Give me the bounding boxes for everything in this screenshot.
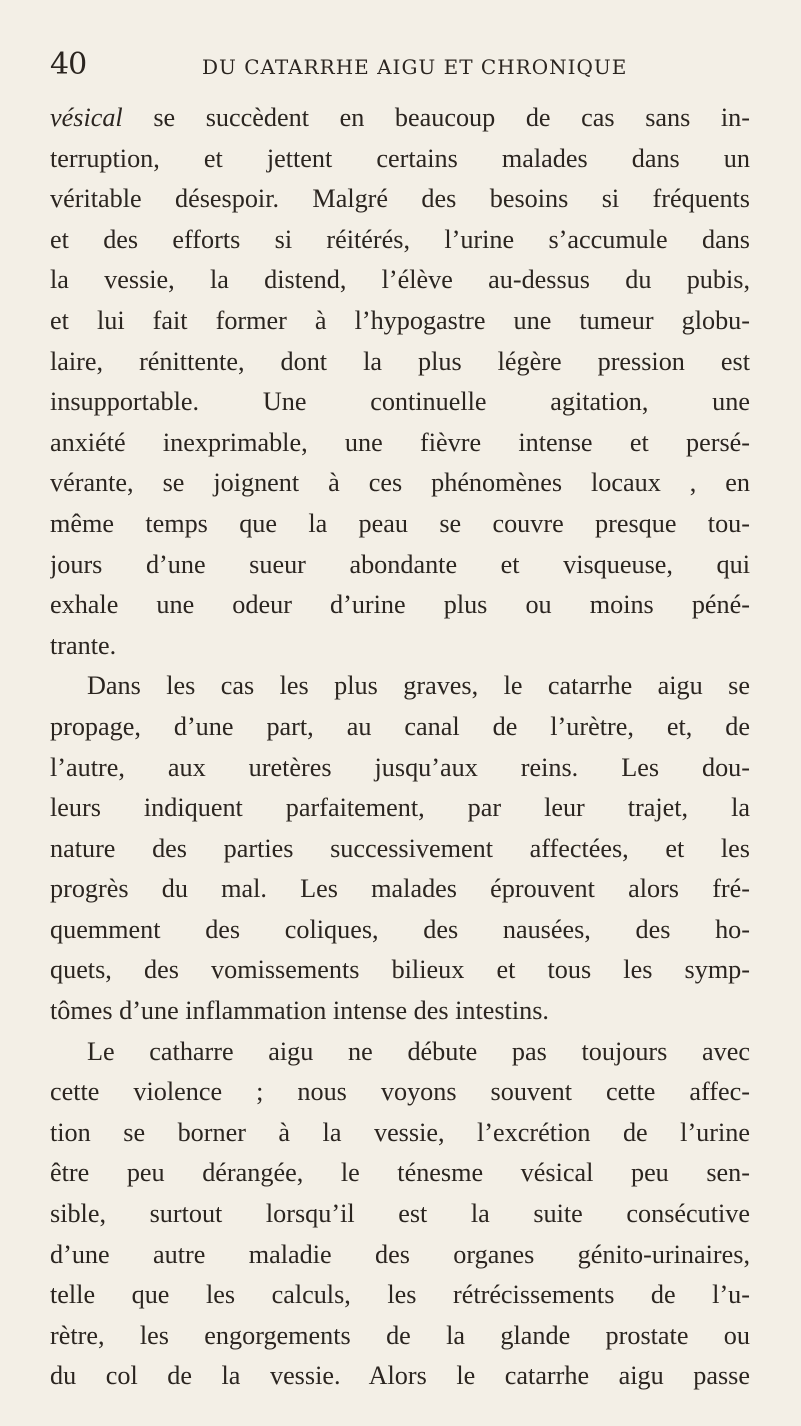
text-line: quemment des coliques, des nausées, des ho- bbox=[50, 914, 750, 944]
text-line: quets, des vomissements bilieux et tous les symp- bbox=[50, 955, 750, 985]
text-line: cette violence ; nous voyons souvent cette affec- bbox=[50, 1077, 750, 1107]
text-line: la vessie, la distend, l’élève au-dessus du pubis, bbox=[50, 265, 750, 295]
text-line: l’autre, aux uretères jusqu’aux reins. Les dou- bbox=[50, 752, 750, 782]
text-line: nature des parties successivement affectées, et les bbox=[50, 833, 750, 863]
text-line: exhale une odeur d’urine plus ou moins péné- bbox=[50, 590, 750, 620]
text-line: et des efforts si réitérés, l’urine s’accumule dans bbox=[50, 224, 750, 254]
text-line: tion se borner à la vessie, l’excrétion de l’urine bbox=[50, 1117, 750, 1147]
text-line: rètre, les engorgements de la glande prostate ou bbox=[50, 1320, 750, 1350]
text-line: telle que les calculs, les rétrécissements de l’u- bbox=[50, 1280, 750, 1310]
text-line: sible, surtout lorsqu’il est la suite consécutive bbox=[50, 1199, 750, 1229]
text-line: leurs indiquent parfaitement, par leur trajet, la bbox=[50, 793, 750, 823]
text-line: même temps que la peau se couvre presque tou- bbox=[50, 508, 750, 538]
text-line: vérante, se joignent à ces phénomènes locaux , en bbox=[50, 468, 750, 498]
text-line: propage, d’une part, au canal de l’urètre, et, de bbox=[50, 711, 750, 741]
text-line: du col de la vessie. Alors le catarrhe aigu passe bbox=[50, 1361, 750, 1391]
text-line bbox=[50, 98, 750, 139]
page-header bbox=[50, 48, 750, 88]
text-line: Le catharre aigu ne débute pas toujours avec bbox=[87, 1036, 750, 1066]
text-line: progrès du mal. Les malades éprouvent alors fré- bbox=[50, 874, 750, 904]
page-number: 40 bbox=[50, 47, 87, 82]
text-line: jours d’une sueur abondante et visqueuse, qui bbox=[50, 549, 750, 579]
body-text bbox=[50, 98, 750, 1397]
text-line: d’une autre maladie des organes génito-urinaires, bbox=[50, 1239, 750, 1269]
running-head: DU CATARRHE AIGU ET CHRONIQUE bbox=[202, 55, 628, 79]
italic-word: vésical bbox=[50, 103, 123, 132]
text-line: et lui fait former à l’hypogastre une tumeur globu- bbox=[50, 305, 750, 335]
text-line: insupportable. Une continuelle agitation, une bbox=[50, 387, 750, 417]
text-line: être peu dérangée, le ténesme vésical peu sen- bbox=[50, 1158, 750, 1188]
line-text: se succèdent en beaucoup de cas sans in- bbox=[122, 103, 750, 132]
text-line: tômes d’une inflammation intense des intestins. bbox=[50, 996, 549, 1026]
text-line: trante. bbox=[50, 630, 117, 660]
text-line: terruption, et jettent certains malades dans un bbox=[50, 143, 750, 173]
text-line: Dans les cas les plus graves, le catarrhe aigu se bbox=[87, 671, 750, 701]
text-line: anxiété inexprimable, une fièvre intense et persé- bbox=[50, 427, 750, 457]
text-line: véritable désespoir. Malgré des besoins si fréquents bbox=[50, 184, 750, 214]
text-line: laire, rénittente, dont la plus légère pression est bbox=[50, 346, 750, 376]
